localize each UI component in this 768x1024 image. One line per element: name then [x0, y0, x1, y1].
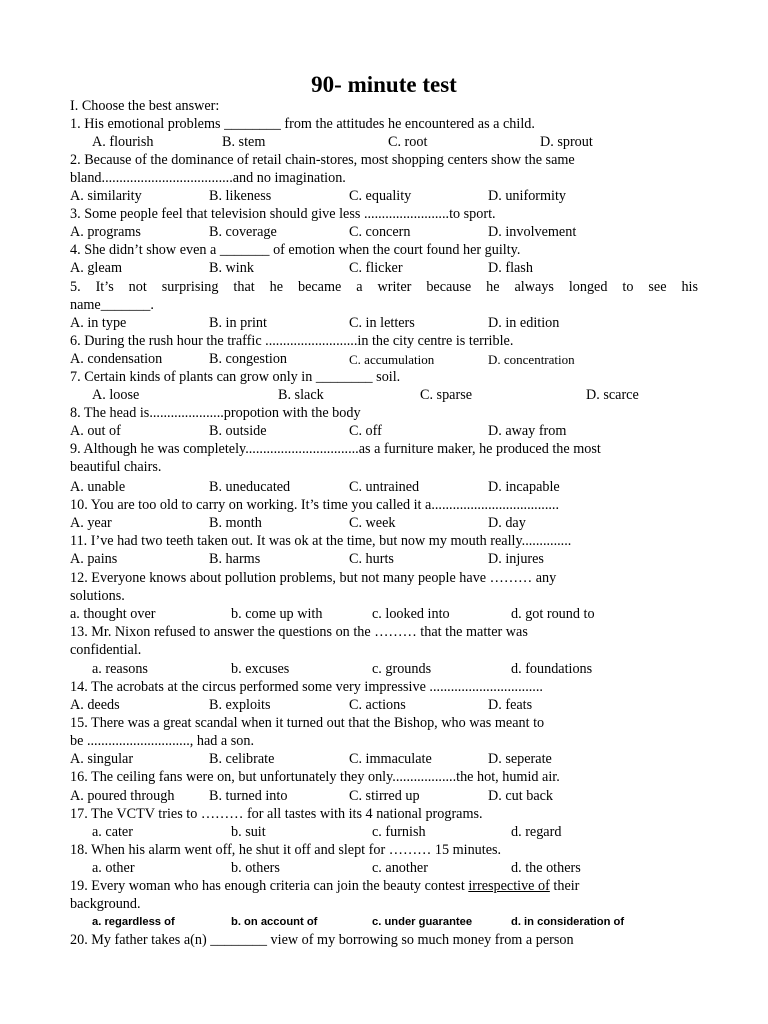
- option-a[interactable]: A. condensation: [70, 351, 163, 367]
- option-a[interactable]: a. cater: [92, 824, 133, 840]
- option-a[interactable]: A. out of: [70, 423, 121, 439]
- question-19-stem-line-1: [70, 878, 579, 895]
- option-d[interactable]: d. regard: [511, 824, 562, 840]
- option-d[interactable]: D. seperate: [488, 751, 552, 767]
- question-12-stem-line-1: 12. Everyone knows about pollution problems, but not many people have ……… any: [70, 570, 557, 586]
- option-c[interactable]: C. untrained: [349, 479, 420, 495]
- option-b[interactable]: B. wink: [209, 260, 254, 276]
- question-5-stem-line-1: 5. It’s not surprising that he became a writer because he always longed to see his: [70, 279, 698, 295]
- question-3-stem: 3. Some people feel that television should give less ........................to sport.: [70, 206, 496, 222]
- question-7-stem: 7. Certain kinds of plants can grow only in ________ soil.: [70, 369, 401, 385]
- option-b[interactable]: B. uneducated: [209, 479, 291, 495]
- option-c[interactable]: C. stirred up: [349, 788, 420, 804]
- option-c[interactable]: c. another: [372, 860, 428, 876]
- option-a[interactable]: A. year: [70, 515, 112, 531]
- question-6-stem: 6. During the rush hour the traffic ..........................in the city centre is terrible.: [70, 333, 514, 349]
- option-d[interactable]: d. foundations: [511, 661, 593, 677]
- question-17-stem: 17. The VCTV tries to ……… for all tastes with its 4 national programs.: [70, 806, 483, 822]
- option-a[interactable]: A. singular: [70, 751, 134, 767]
- option-b[interactable]: B. outside: [209, 423, 267, 439]
- option-b[interactable]: B. coverage: [209, 224, 277, 240]
- option-b[interactable]: B. exploits: [209, 697, 271, 713]
- question-2-stem-line-1: 2. Because of the dominance of retail chain-stores, most shopping centers show the same: [70, 152, 575, 168]
- question-11-stem: 11. I’ve had two teeth taken out. It was ok at the time, but now my mouth really..............: [70, 533, 572, 549]
- option-d[interactable]: D. involvement: [488, 224, 577, 240]
- option-a[interactable]: A. in type: [70, 315, 127, 331]
- section-heading: I. Choose the best answer:: [70, 98, 220, 114]
- option-d[interactable]: D. in edition: [488, 315, 560, 331]
- option-d[interactable]: D. injures: [488, 551, 544, 567]
- option-c[interactable]: C. accumulation: [349, 352, 435, 367]
- question-1-stem: 1. His emotional problems ________ from the attitudes he encountered as a child.: [70, 116, 535, 132]
- option-b[interactable]: b. excuses: [231, 661, 290, 677]
- option-d[interactable]: D. incapable: [488, 479, 560, 495]
- option-c[interactable]: C. in letters: [349, 315, 415, 331]
- option-b[interactable]: B. celibrate: [209, 751, 275, 767]
- option-c[interactable]: C. hurts: [349, 551, 394, 567]
- option-a[interactable]: A. deeds: [70, 697, 120, 713]
- question-15-stem-line-1: 15. There was a great scandal when it turned out that the Bishop, who was meant to: [70, 715, 545, 731]
- option-b[interactable]: b. on account of: [231, 916, 318, 928]
- option-d[interactable]: d. got round to: [511, 606, 595, 622]
- question-19-stem-end: their: [549, 878, 580, 894]
- question-9-stem-line-1: 9. Although he was completely................................as a furniture maker, he produced the most: [70, 441, 601, 457]
- option-a[interactable]: A. unable: [70, 479, 126, 495]
- option-c[interactable]: C. off: [349, 423, 382, 439]
- question-19-stem-start: 19. Every woman who has enough criteria can join the beauty contest: [70, 878, 469, 894]
- option-b[interactable]: B. harms: [209, 551, 261, 567]
- option-a[interactable]: A. flourish: [92, 134, 154, 150]
- option-a[interactable]: A. gleam: [70, 260, 123, 276]
- question-12-stem-line-2: solutions.: [70, 588, 125, 604]
- option-a[interactable]: A. loose: [92, 387, 140, 403]
- option-b[interactable]: B. in print: [209, 315, 267, 331]
- question-8-stem: 8. The head is.....................propotion with the body: [70, 405, 361, 421]
- option-d[interactable]: D. concentration: [488, 352, 575, 367]
- question-18-stem: 18. When his alarm went off, he shut it off and slept for ……… 15 minutes.: [70, 842, 502, 858]
- option-a[interactable]: A. programs: [70, 224, 141, 240]
- question-13-stem-line-1: 13. Mr. Nixon refused to answer the questions on the ……… that the matter was: [70, 624, 528, 640]
- option-a[interactable]: A. pains: [70, 551, 118, 567]
- option-d[interactable]: D. flash: [488, 260, 533, 276]
- option-d[interactable]: D. cut back: [488, 788, 554, 804]
- option-b[interactable]: B. congestion: [209, 351, 288, 367]
- option-d[interactable]: d. the others: [511, 860, 581, 876]
- option-b[interactable]: B. likeness: [209, 188, 272, 204]
- option-a[interactable]: A. poured through: [70, 788, 175, 804]
- option-d[interactable]: D. day: [488, 515, 526, 531]
- option-a[interactable]: a. other: [92, 860, 135, 876]
- option-a[interactable]: A. similarity: [70, 188, 142, 204]
- option-a[interactable]: a. thought over: [70, 606, 156, 622]
- option-b[interactable]: B. stem: [222, 134, 266, 150]
- option-b[interactable]: B. slack: [278, 387, 324, 403]
- option-b[interactable]: B. turned into: [209, 788, 288, 804]
- option-a[interactable]: a. reasons: [92, 661, 148, 677]
- option-d[interactable]: D. sprout: [540, 134, 593, 150]
- page-title: 90- minute test: [311, 72, 457, 97]
- option-d[interactable]: D. away from: [488, 423, 567, 439]
- option-c[interactable]: C. week: [349, 515, 396, 531]
- option-c[interactable]: c. looked into: [372, 606, 450, 622]
- question-13-stem-line-2: confidential.: [70, 642, 142, 658]
- option-c[interactable]: c. grounds: [372, 661, 432, 677]
- option-c[interactable]: c. furnish: [372, 824, 426, 840]
- option-d[interactable]: D. uniformity: [488, 188, 567, 204]
- option-b[interactable]: b. others: [231, 860, 280, 876]
- option-c[interactable]: C. flicker: [349, 260, 403, 276]
- question-19-stem-line-2: background.: [70, 896, 141, 912]
- option-d[interactable]: d. in consideration of: [511, 916, 625, 928]
- option-a[interactable]: a. regardless of: [92, 916, 175, 928]
- question-20-stem: 20. My father takes a(n) ________ view of my borrowing so much money from a person: [70, 932, 574, 948]
- option-b[interactable]: b. come up with: [231, 606, 323, 622]
- underlined-phrase: irrespective of: [468, 878, 550, 894]
- option-c[interactable]: c. under guarantee: [372, 916, 473, 928]
- question-5-stem-line-2: name_______.: [70, 297, 154, 313]
- question-9-stem-line-2: beautiful chairs.: [70, 459, 162, 475]
- question-15-stem-line-2: be ............................., had a son.: [70, 733, 255, 749]
- question-14-stem: 14. The acrobats at the circus performed some very impressive ................................: [70, 679, 543, 695]
- question-10-stem: 10. You are too old to carry on working. It’s time you called it a....................................: [70, 497, 560, 513]
- option-c[interactable]: C. immaculate: [349, 751, 432, 767]
- question-2-stem-line-2: bland.....................................and no imagination.: [70, 170, 346, 186]
- option-c[interactable]: C. equality: [349, 188, 412, 204]
- option-b[interactable]: B. month: [209, 515, 262, 531]
- option-d[interactable]: D. scarce: [586, 387, 639, 403]
- option-b[interactable]: b. suit: [231, 824, 266, 840]
- option-c[interactable]: C. concern: [349, 224, 411, 240]
- option-d[interactable]: D. feats: [488, 697, 533, 713]
- option-c[interactable]: C. actions: [349, 697, 406, 713]
- question-16-stem: 16. The ceiling fans were on, but unfortunately they only..................the hot, humid air.: [70, 769, 560, 785]
- question-4-stem: 4. She didn’t show even a _______ of emotion when the court found her guilty.: [70, 242, 521, 258]
- option-c[interactable]: C. root: [388, 134, 428, 150]
- option-c[interactable]: C. sparse: [420, 387, 473, 403]
